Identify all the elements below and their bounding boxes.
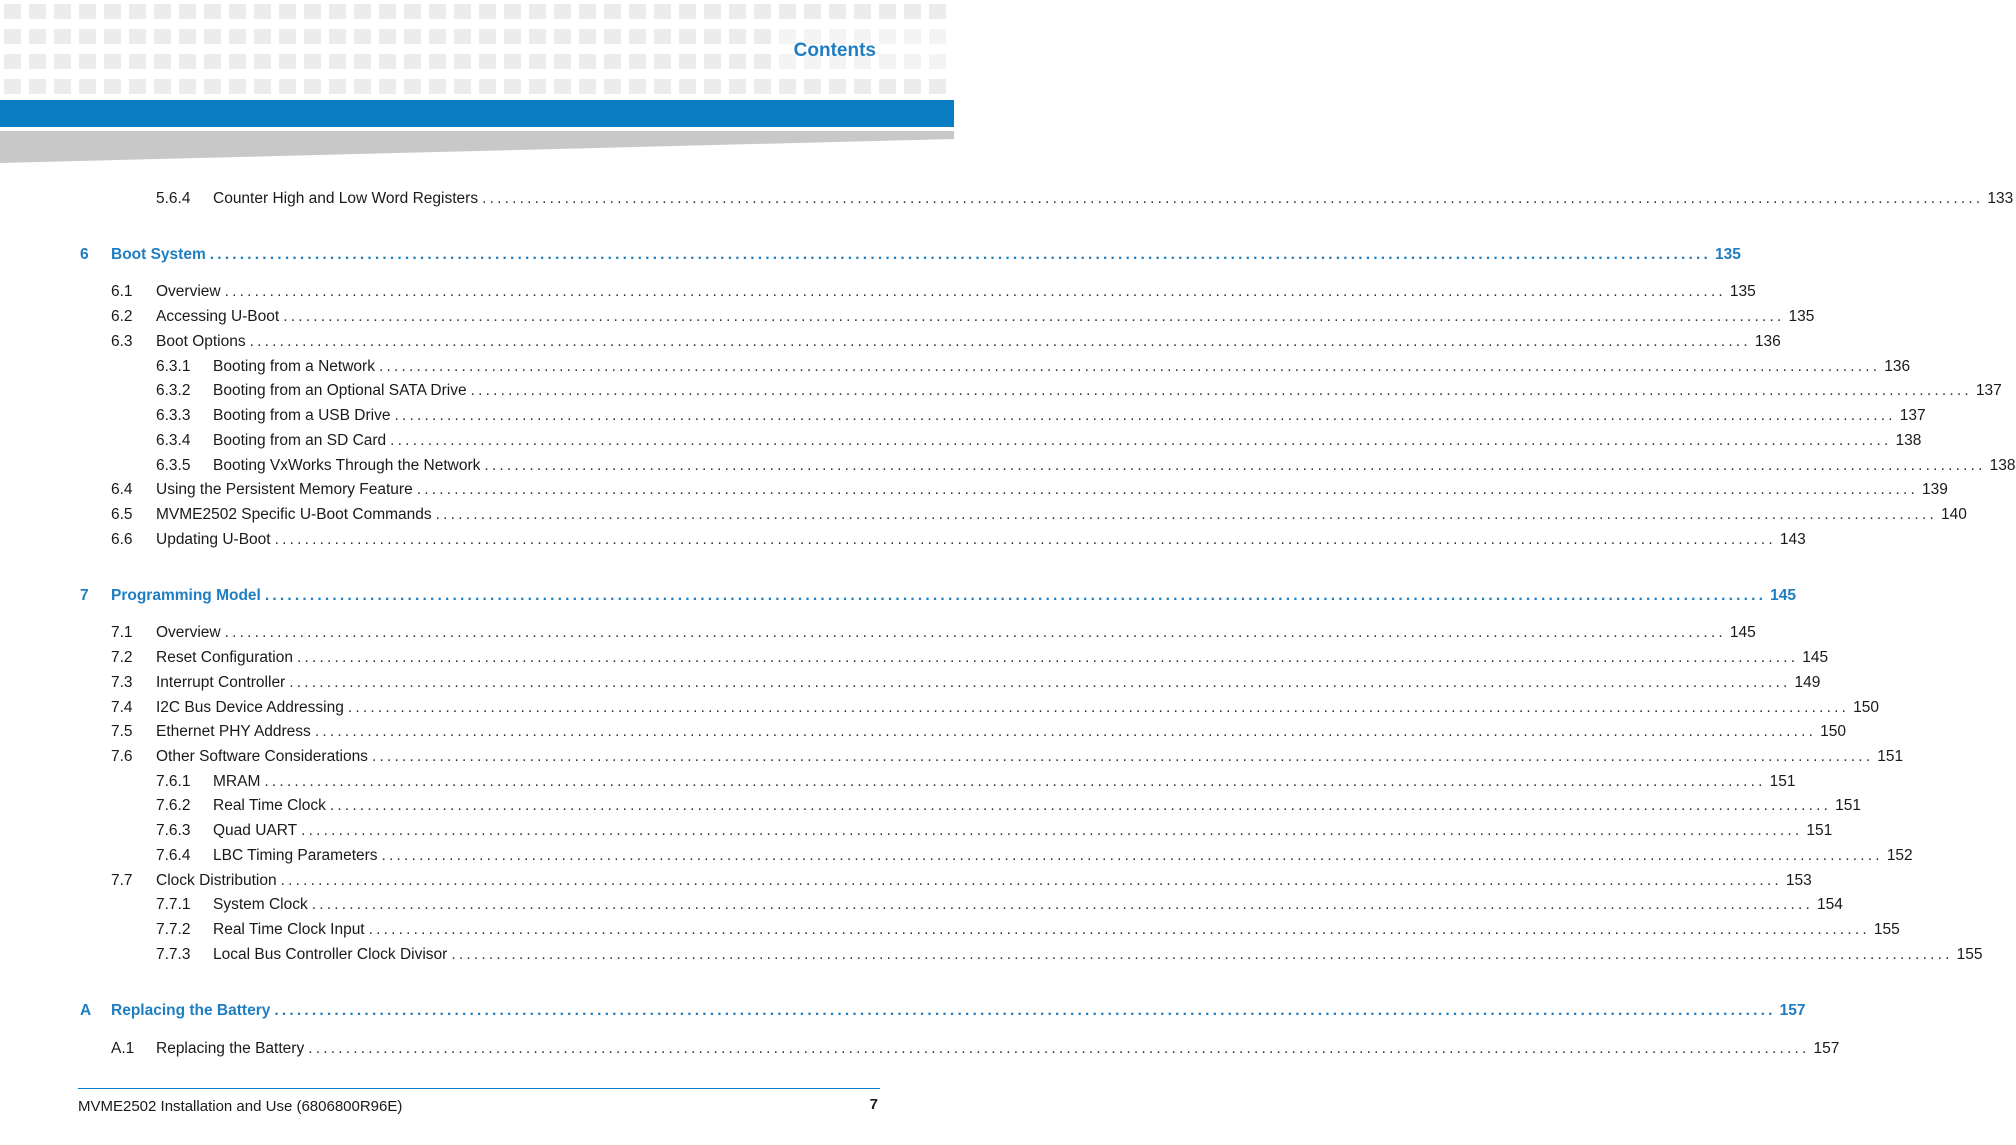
footer-rule bbox=[78, 1088, 880, 1089]
toc-page-number: 135 bbox=[1715, 246, 1741, 263]
toc-leader: ........................................................................................................................................................................................................ bbox=[289, 674, 1791, 691]
toc-number: 7.5 bbox=[111, 723, 133, 740]
toc-title: Booting VxWorks Through the Network bbox=[213, 457, 481, 474]
toc-title: Other Software Considerations bbox=[156, 748, 368, 765]
toc-title: LBC Timing Parameters bbox=[213, 847, 378, 864]
toc-number: A bbox=[80, 1002, 92, 1019]
toc-title: Ethernet PHY Address bbox=[156, 723, 311, 740]
toc-entry[interactable] bbox=[0, 722, 1846, 742]
toc-number: 7 bbox=[80, 587, 89, 604]
toc-entry[interactable] bbox=[0, 945, 1983, 965]
toc-title: Booting from a Network bbox=[213, 358, 375, 375]
toc-entry[interactable] bbox=[0, 530, 1806, 550]
toc-leader: ........................................................................................................................................................................................................ bbox=[283, 308, 1785, 325]
toc-leader: ........................................................................................................................................................................................................ bbox=[249, 333, 1751, 350]
toc-page-number: 150 bbox=[1820, 723, 1846, 740]
toc-page-number: 136 bbox=[1884, 358, 1911, 375]
toc-number: 7.7 bbox=[111, 872, 133, 889]
toc-leader: ........................................................................................................................................................................................................ bbox=[347, 699, 1850, 716]
toc-entry[interactable] bbox=[0, 623, 1756, 643]
toc-leader: ........................................................................................................................................................................................................ bbox=[280, 872, 1782, 889]
toc-title: Interrupt Controller bbox=[156, 674, 286, 691]
toc-number: 7.6.2 bbox=[156, 797, 191, 814]
toc-number: 5.6.4 bbox=[156, 190, 191, 207]
toc-leader: ........................................................................................................................................................................................................ bbox=[470, 382, 1972, 399]
footer-doc-title: MVME2502 Installation and Use (6806800R96E) bbox=[78, 1098, 403, 1115]
toc-page-number: 151 bbox=[1806, 822, 1833, 839]
toc-page-number: 136 bbox=[1754, 333, 1781, 350]
toc-page-number: 151 bbox=[1877, 748, 1904, 765]
toc-entry[interactable] bbox=[0, 747, 1904, 767]
toc-title: Local Bus Controller Clock Divisor bbox=[213, 946, 448, 963]
toc-title: MVME2502 Specific U-Boot Commands bbox=[156, 506, 432, 523]
toc-leader: ........................................................................................................................................................................................................ bbox=[484, 457, 1986, 474]
toc-number: 7.6.1 bbox=[156, 773, 191, 790]
toc-entry[interactable] bbox=[0, 821, 1833, 841]
toc-entry[interactable] bbox=[0, 648, 1829, 668]
toc-leader: ........................................................................................................................................................................................................ bbox=[224, 624, 1726, 641]
toc-title: Real Time Clock Input bbox=[213, 921, 365, 938]
toc-entry[interactable] bbox=[0, 698, 1879, 718]
toc-title: Accessing U-Boot bbox=[156, 308, 280, 325]
toc-leader: ........................................................................................................................................................................................................ bbox=[416, 481, 1918, 498]
toc-page-number: 140 bbox=[1940, 506, 1967, 523]
toc-leader: ........................................................................................................................................................................................................ bbox=[314, 723, 1817, 740]
toc-number: 7.4 bbox=[111, 699, 133, 716]
toc-entry[interactable] bbox=[0, 1039, 1840, 1059]
toc-title: Programming Model bbox=[111, 587, 261, 604]
header-band bbox=[0, 100, 954, 127]
toc-page-number: 138 bbox=[1989, 457, 2016, 474]
toc-leader: ........................................................................................................................................................................................................ bbox=[394, 407, 1896, 424]
toc-title: Updating U-Boot bbox=[156, 531, 271, 548]
toc-page-number: 155 bbox=[1873, 921, 1900, 938]
toc-number: 6.3.1 bbox=[156, 358, 191, 375]
toc-title: Counter High and Low Word Registers bbox=[213, 190, 479, 207]
toc-leader: ........................................................................................................................................................................................................ bbox=[311, 896, 1814, 913]
toc-page-number: 152 bbox=[1886, 847, 1913, 864]
toc-entry[interactable] bbox=[0, 332, 1781, 352]
toc-entry[interactable] bbox=[0, 357, 1911, 377]
toc-title: Booting from an Optional SATA Drive bbox=[213, 382, 467, 399]
toc-leader: ........................................................................................................................................................................................................ bbox=[264, 587, 1767, 604]
toc-leader: ........................................................................................................................................................................................................ bbox=[390, 432, 1892, 449]
toc-number: 6.4 bbox=[111, 481, 133, 498]
toc-page-number: 139 bbox=[1922, 481, 1948, 498]
toc-title: Reset Configuration bbox=[156, 649, 293, 666]
toc-number: 7.7.2 bbox=[156, 921, 191, 938]
toc-entry[interactable] bbox=[0, 846, 1913, 866]
toc-entry[interactable] bbox=[0, 505, 1967, 525]
toc-page-number: 149 bbox=[1794, 674, 1821, 691]
toc-entry[interactable] bbox=[0, 796, 1861, 816]
toc-number: 6.3 bbox=[111, 333, 133, 350]
toc-leader: ........................................................................................................................................................................................................ bbox=[274, 531, 1776, 548]
toc-leader: ........................................................................................................................................................................................................ bbox=[308, 1040, 1810, 1057]
toc-leader: ........................................................................................................................................................................................................ bbox=[264, 773, 1766, 790]
toc-entry[interactable] bbox=[0, 895, 1843, 915]
toc-entry[interactable] bbox=[0, 772, 1796, 792]
toc-title: System Clock bbox=[213, 896, 308, 913]
toc-entry[interactable] bbox=[0, 282, 1756, 302]
toc-number: 6.3.5 bbox=[156, 457, 191, 474]
toc-number: 6.3.4 bbox=[156, 432, 191, 449]
toc-number: 7.1 bbox=[111, 624, 133, 641]
toc-title: Clock Distribution bbox=[156, 872, 277, 889]
toc-leader: ........................................................................................................................................................................................................ bbox=[378, 358, 1881, 375]
toc-entry[interactable] bbox=[0, 431, 1922, 451]
toc-title: MRAM bbox=[213, 773, 261, 790]
toc-title: Real Time Clock bbox=[213, 797, 326, 814]
toc-page-number: 151 bbox=[1769, 773, 1796, 790]
toc-title: Overview bbox=[156, 283, 221, 300]
toc-leader: ........................................................................................................................................................................................................ bbox=[209, 246, 1712, 263]
toc-number: 7.6.4 bbox=[156, 847, 191, 864]
toc-page-number: 154 bbox=[1817, 896, 1843, 913]
toc-leader: ........................................................................................................................................................................................................ bbox=[368, 921, 1870, 938]
footer-page-number: 7 bbox=[869, 1096, 878, 1113]
toc-leader: ........................................................................................................................................................................................................ bbox=[451, 946, 1953, 963]
toc-number: 6 bbox=[80, 246, 89, 263]
toc-leader: ........................................................................................................................................................................................................ bbox=[301, 822, 1803, 839]
toc-page-number: 145 bbox=[1770, 587, 1797, 604]
toc-title: Boot System bbox=[111, 246, 206, 263]
toc-page-number: 138 bbox=[1895, 432, 1922, 449]
toc-title: Replacing the Battery bbox=[111, 1002, 271, 1019]
toc-number: 7.6.3 bbox=[156, 822, 191, 839]
toc-page-number: 145 bbox=[1729, 624, 1756, 641]
toc-leader: ........................................................................................................................................................................................................ bbox=[224, 283, 1726, 300]
toc-page-number: 153 bbox=[1785, 872, 1812, 889]
toc-page-number: 135 bbox=[1788, 308, 1815, 325]
toc-page-number: 151 bbox=[1835, 797, 1861, 814]
toc-leader: ........................................................................................................................................................................................................ bbox=[381, 847, 1883, 864]
toc-number: A.1 bbox=[111, 1040, 135, 1057]
toc-number: 6.6 bbox=[111, 531, 133, 548]
toc-entry[interactable] bbox=[0, 307, 1815, 327]
toc-leader: ........................................................................................................................................................................................................ bbox=[435, 506, 1937, 523]
toc-title: Using the Persistent Memory Feature bbox=[156, 481, 413, 498]
toc-leader: ........................................................................................................................................................................................................ bbox=[371, 748, 1874, 765]
toc-title: I2C Bus Device Addressing bbox=[156, 699, 344, 716]
toc-page-number: 157 bbox=[1813, 1040, 1840, 1057]
toc-title: Quad UART bbox=[213, 822, 298, 839]
toc-page-number: 137 bbox=[1975, 382, 2002, 399]
toc-chapter[interactable] bbox=[0, 245, 1741, 265]
toc-number: 7.2 bbox=[111, 649, 133, 666]
toc-entry[interactable] bbox=[0, 456, 2016, 476]
toc-entry[interactable] bbox=[0, 406, 1926, 426]
toc-page-number: 137 bbox=[1899, 407, 1926, 424]
toc-entry[interactable] bbox=[0, 871, 1812, 891]
toc-leader: ........................................................................................................................................................................................................ bbox=[297, 649, 1799, 666]
toc-number: 7.3 bbox=[111, 674, 133, 691]
header-wedge bbox=[0, 127, 954, 163]
toc-number: 7.7.1 bbox=[156, 896, 191, 913]
toc-page-number: 133 bbox=[1987, 190, 2014, 207]
toc-chapter[interactable] bbox=[0, 586, 1797, 606]
toc-page-number: 143 bbox=[1779, 531, 1806, 548]
toc-page-number: 157 bbox=[1779, 1002, 1806, 1019]
toc-page-number: 155 bbox=[1956, 946, 1983, 963]
toc-entry[interactable] bbox=[0, 189, 2014, 209]
toc-entry[interactable] bbox=[0, 480, 1948, 500]
toc-entry[interactable] bbox=[0, 920, 1900, 940]
toc-title: Replacing the Battery bbox=[156, 1040, 305, 1057]
toc-chapter[interactable] bbox=[0, 1001, 1806, 1021]
toc-number: 7.7.3 bbox=[156, 946, 191, 963]
toc-entry[interactable] bbox=[0, 381, 2002, 401]
toc-number: 7.6 bbox=[111, 748, 133, 765]
toc-title: Booting from a USB Drive bbox=[213, 407, 391, 424]
toc-page-number: 150 bbox=[1853, 699, 1879, 716]
page-header-title: Contents bbox=[793, 40, 876, 61]
toc-number: 6.3.3 bbox=[156, 407, 191, 424]
toc-leader: ........................................................................................................................................................................................................ bbox=[274, 1002, 1776, 1019]
toc-number: 6.5 bbox=[111, 506, 133, 523]
toc-page-number: 135 bbox=[1729, 283, 1756, 300]
toc-title: Booting from an SD Card bbox=[213, 432, 387, 449]
toc-entry[interactable] bbox=[0, 673, 1821, 693]
toc-page-number: 145 bbox=[1802, 649, 1829, 666]
toc-title: Boot Options bbox=[156, 333, 246, 350]
toc-number: 6.2 bbox=[111, 308, 133, 325]
toc-number: 6.1 bbox=[111, 283, 133, 300]
toc-leader: ........................................................................................................................................................................................................ bbox=[329, 797, 1832, 814]
toc-leader: ........................................................................................................................................................................................................ bbox=[482, 190, 1984, 207]
toc-number: 6.3.2 bbox=[156, 382, 191, 399]
toc-title: Overview bbox=[156, 624, 221, 641]
